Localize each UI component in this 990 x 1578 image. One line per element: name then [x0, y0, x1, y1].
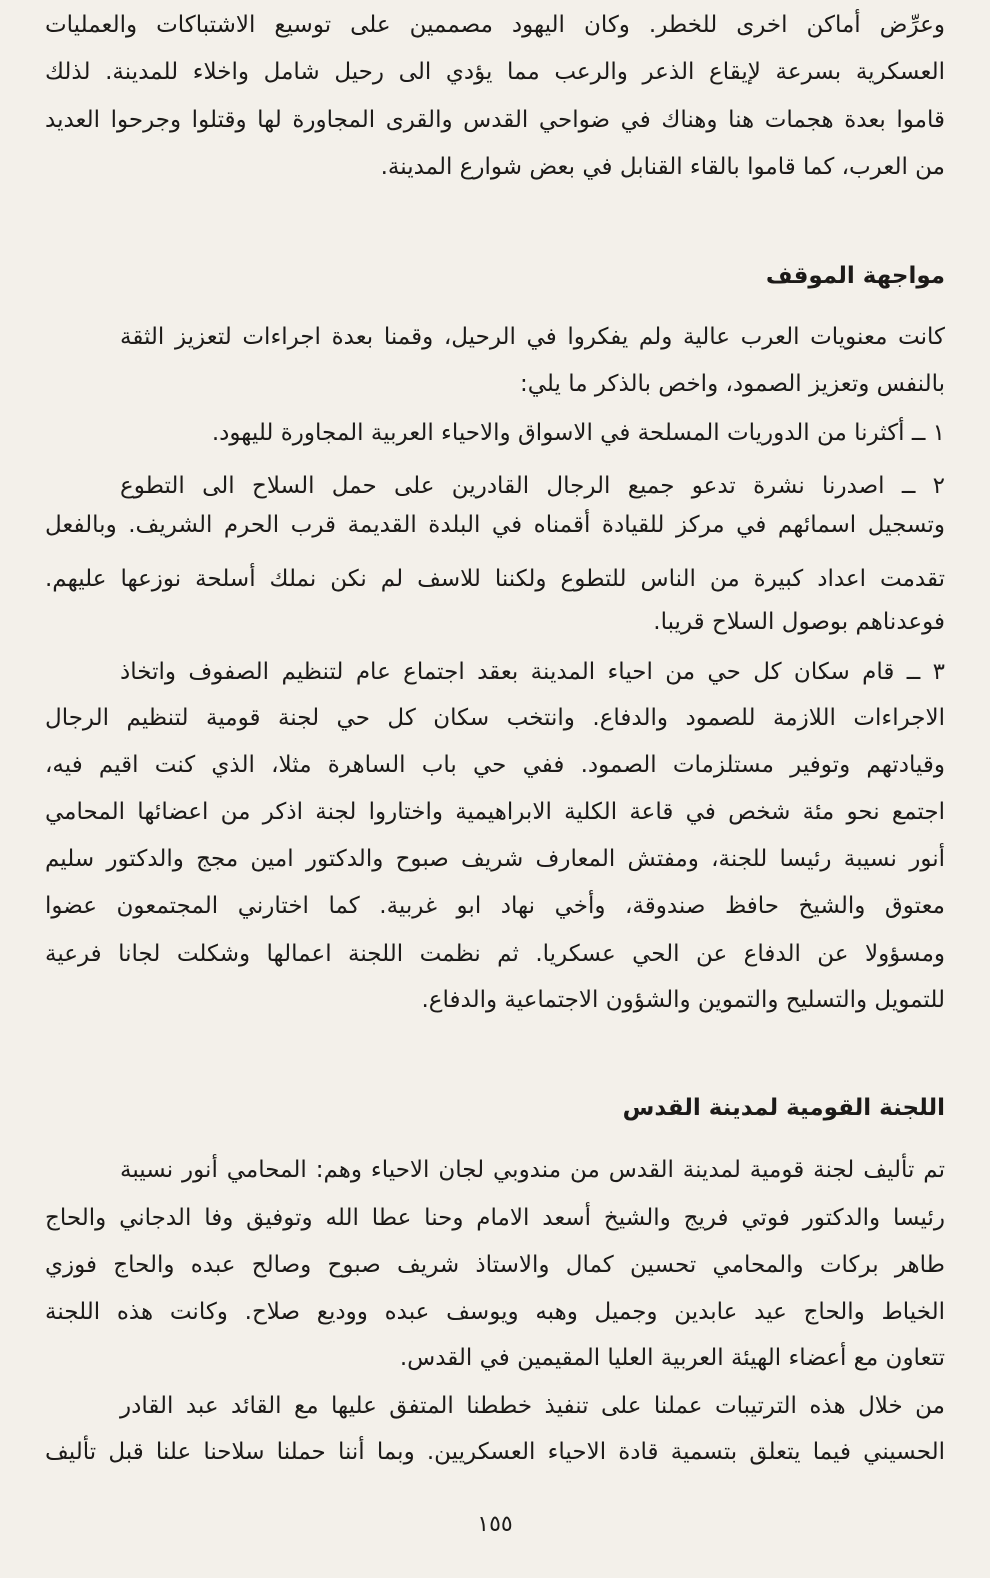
- list-item: ٣ ــ قام سكان كل حي من احياء المدينة بعقد اجتماع عام لتنظيم الصفوف واتخاذ: [120, 659, 945, 685]
- text-line: معتوق والشيخ حافظ صندوقة، وأخي نهاد ابو غربية. كما اختارني المجتمعون عضوا: [45, 893, 945, 919]
- text-line: الاجراءات اللازمة للصمود والدفاع. وانتخب سكان كل حي لجنة قومية لتنظيم الرجال: [45, 705, 945, 731]
- text-line: ومسؤولا عن الدفاع عن الحي عسكريا. ثم نظمت اللجنة اعمالها وشكلت لجانا فرعية: [45, 941, 945, 967]
- text-line: فوعدناهم بوصول السلاح قريبا.: [653, 609, 945, 635]
- text-line: من خلال هذه الترتيبات عملنا على تنفيذ خططنا المتفق عليها مع القائد عبد القادر: [120, 1393, 945, 1419]
- text-line: طاهر بركات والمحامي تحسين كمال والاستاذ شريف صبوح وصالح عبده والحاج فوزي: [45, 1252, 945, 1278]
- text-line: وتسجيل اسمائهم في مركز للقيادة أقمناه في البلدة القديمة قرب الحرم الشريف. وبالفعل: [45, 512, 945, 538]
- text-line: العسكرية بسرعة لإيقاع الذعر والرعب مما يؤدي الى رحيل شامل واخلاء للمدينة. لذلك: [45, 59, 945, 85]
- text-line: تم تأليف لجنة قومية لمدينة القدس من مندوبي لجان الاحياء وهم: المحامي أنور نسيبة: [120, 1157, 945, 1183]
- text-line: تتعاون مع أعضاء الهيئة العربية العليا المقيمين في القدس.: [399, 1345, 945, 1371]
- text-line: كانت معنويات العرب عالية ولم يفكروا في الرحيل، وقمنا بعدة اجراءات لتعزيز الثقة: [120, 324, 945, 350]
- list-item: ١ ــ أكثرنا من الدوريات المسلحة في الاسواق والاحياء العربية المجاورة لليهود.: [211, 420, 945, 446]
- section-heading: اللجنة القومية لمدينة القدس: [622, 1095, 945, 1121]
- text-line: الحسيني فيما يتعلق بتسمية قادة الاحياء العسكريين. وبما أننا حملنا سلاحنا علنا قبل تأليف: [45, 1439, 945, 1465]
- text-line: بالنفس وتعزيز الصمود، واخص بالذكر ما يلي:: [519, 371, 945, 397]
- text-line: أنور نسيبة رئيسا للجنة، ومفتش المعارف شريف صبوح والدكتور امين مجج والدكتور سليم: [45, 846, 945, 872]
- text-line: قاموا بعدة هجمات هنا وهناك في ضواحي القدس والقرى المجاورة لها وقتلوا وجرحوا العديد: [45, 107, 945, 133]
- text-line: من العرب، كما قاموا بالقاء القنابل في بعض شوارع المدينة.: [380, 154, 945, 180]
- text-line: وعرِّض أماكن اخرى للخطر. وكان اليهود مصممين على توسيع الاشتباكات والعمليات: [45, 12, 945, 38]
- text-line: رئيسا والدكتور فوتي فريج والشيخ أسعد الامام وحنا عطا الله وتوفيق وفا الدجاني والحاج: [45, 1205, 945, 1231]
- text-line: وقيادتهم وتوفير مستلزمات الصمود. ففي حي باب الساهرة مثلا، الذي كنت اقيم فيه،: [45, 752, 945, 778]
- text-line: للتمويل والتسليح والتموين والشؤون الاجتماعية والدفاع.: [421, 987, 945, 1013]
- text-line: اجتمع نحو مئة شخص في قاعة الكلية الابراهيمية واختاروا لجنة اذكر من اعضائها المحامي: [45, 799, 945, 825]
- page-number: ١٥٥: [477, 1512, 513, 1537]
- list-item: ٢ ــ اصدرنا نشرة تدعو جميع الرجال القادرين على حمل السلاح الى التطوع: [120, 473, 945, 499]
- text-line: الخياط والحاج عيد عابدين وجميل وهبه ويوسف عبده ووديع صلاح. وكانت هذه اللجنة: [45, 1299, 945, 1325]
- text-line: تقدمت اعداد كبيرة من الناس للتطوع ولكننا للاسف لم نكن نملك أسلحة نوزعها عليهم.: [45, 566, 945, 592]
- section-heading: مواجهة الموقف: [765, 263, 945, 289]
